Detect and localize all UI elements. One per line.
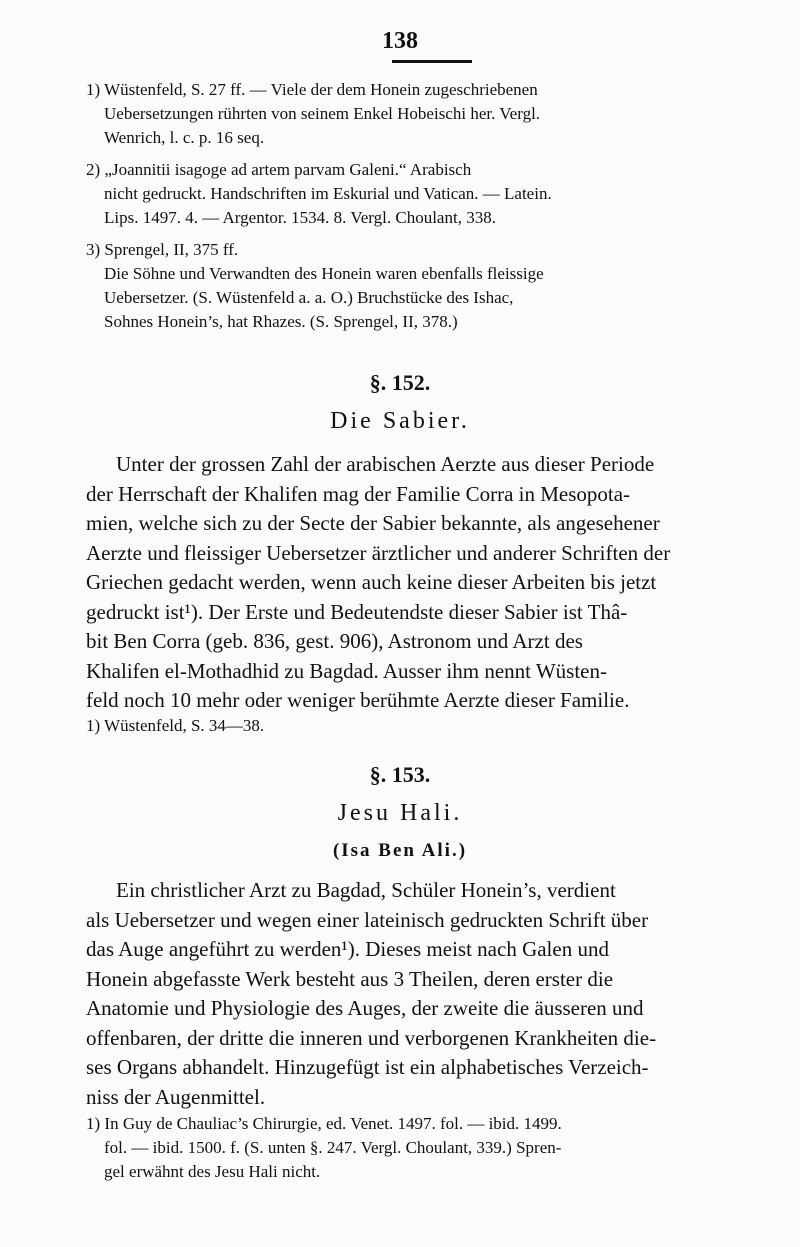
paragraph-line: Ein christlicher Arzt zu Bagdad, Schüler Honein’s, verdient: [116, 878, 616, 902]
paragraph-line: als Uebersetzer und wegen einer lateinisch gedruckten Schrift über: [86, 907, 649, 932]
footnote-line: Uebersetzer. (S. Wüstenfeld a. a. O.) Bruchstücke des Ishac,: [104, 288, 514, 307]
paragraph-line: der Herrschaft der Khalifen mag der Familie Corra in Mesopota-: [86, 481, 631, 506]
paragraph-line: Unter der grossen Zahl der arabischen Aerzte aus dieser Periode: [116, 452, 655, 476]
paragraph-line: das Auge angeführt zu werden¹). Dieses meist nach Galen und: [86, 937, 609, 961]
footnote-line: 1) Wüstenfeld, S. 34—38.: [86, 716, 265, 735]
page-number-rule: [392, 60, 472, 63]
section-153-body: [86, 876, 766, 1112]
paragraph-line: ses Organs abhandelt. Hinzugefügt ist ein alphabetisches Verzeich-: [86, 1055, 649, 1079]
footnote-line: 3) Sprengel, II, 375 ff.: [86, 240, 239, 259]
paragraph-line: niss der Augenmittel.: [86, 1084, 266, 1109]
section-153-footnote: [86, 1112, 766, 1184]
footnote-line: Sohnes Honein’s, hat Rhazes. (S. Sprengel, II, 378.): [104, 312, 458, 331]
page-number: 138: [382, 28, 418, 54]
footnote-line: Wenrich, l. c. p. 16 seq.: [104, 128, 265, 147]
paragraph-line: mien, welche sich zu der Secte der Sabier bekannte, als angesehener: [86, 511, 660, 535]
paragraph-line: Honein abgefasste Werk besteht aus 3 Theilen, deren erster die: [86, 966, 614, 991]
section-153-title: Jesu Hali.: [337, 800, 463, 826]
paragraph-line: Aerzte und fleissiger Uebersetzer ärztlicher und anderer Schriften der: [86, 540, 671, 565]
paragraph-line: offenbaren, der dritte die inneren und verborgenen Krankheiten die-: [86, 1025, 657, 1050]
section-152-number: §. 152.: [369, 370, 431, 395]
paragraph-line: Anatomie und Physiologie des Auges, der zweite die äusseren und: [86, 996, 644, 1020]
footnote-line: 2) „Joannitii isagoge ad artem parvam Galeni.“ Arabisch: [86, 160, 472, 179]
section-153-subtitle: (Isa Ben Ali.): [332, 840, 468, 861]
section-152-footnote: [86, 714, 766, 738]
footnotes-top: [86, 78, 766, 334]
paragraph-line: gedruckt ist¹). Der Erste und Bedeutendste dieser Sabier ist Thâ-: [86, 599, 628, 624]
paragraph-line: Griechen gedacht werden, wenn auch keine dieser Arbeiten bis jetzt: [86, 570, 657, 594]
footnote-line: Lips. 1497. 4. — Argentor. 1534. 8. Vergl. Choulant, 338.: [104, 208, 496, 227]
footnote-line: gel erwähnt des Jesu Hali nicht.: [104, 1162, 321, 1181]
footnote-line: 1) Wüstenfeld, S. 27 ff. — Viele der dem Honein zugeschriebenen: [86, 80, 538, 99]
section-152-title: Die Sabier.: [330, 408, 470, 434]
footnote-line: fol. — ibid. 1500. f. (S. unten §. 247. Vergl. Choulant, 339.) Spren-: [104, 1138, 562, 1157]
section-153-number: §. 153.: [369, 762, 431, 787]
paragraph-line: Khalifen el-Mothadhid zu Bagdad. Ausser ihm nennt Wüsten-: [86, 658, 608, 683]
footnote-line: nicht gedruckt. Handschriften im Eskurial und Vatican. — Latein.: [104, 184, 552, 203]
footnote-line: Uebersetzungen rührten von seinem Enkel Hobeischi her. Vergl.: [104, 104, 541, 123]
paragraph-line: feld noch 10 mehr oder weniger berühmte Aerzte dieser Familie.: [86, 688, 630, 712]
paragraph-line: bit Ben Corra (geb. 836, gest. 906), Astronom und Arzt des: [86, 629, 583, 653]
footnote-line: Die Söhne und Verwandten des Honein waren ebenfalls fleissige: [104, 264, 544, 283]
footnote-line: 1) In Guy de Chauliac’s Chirurgie, ed. Venet. 1497. fol. — ibid. 1499.: [86, 1114, 562, 1133]
section-152-body: [86, 450, 766, 716]
